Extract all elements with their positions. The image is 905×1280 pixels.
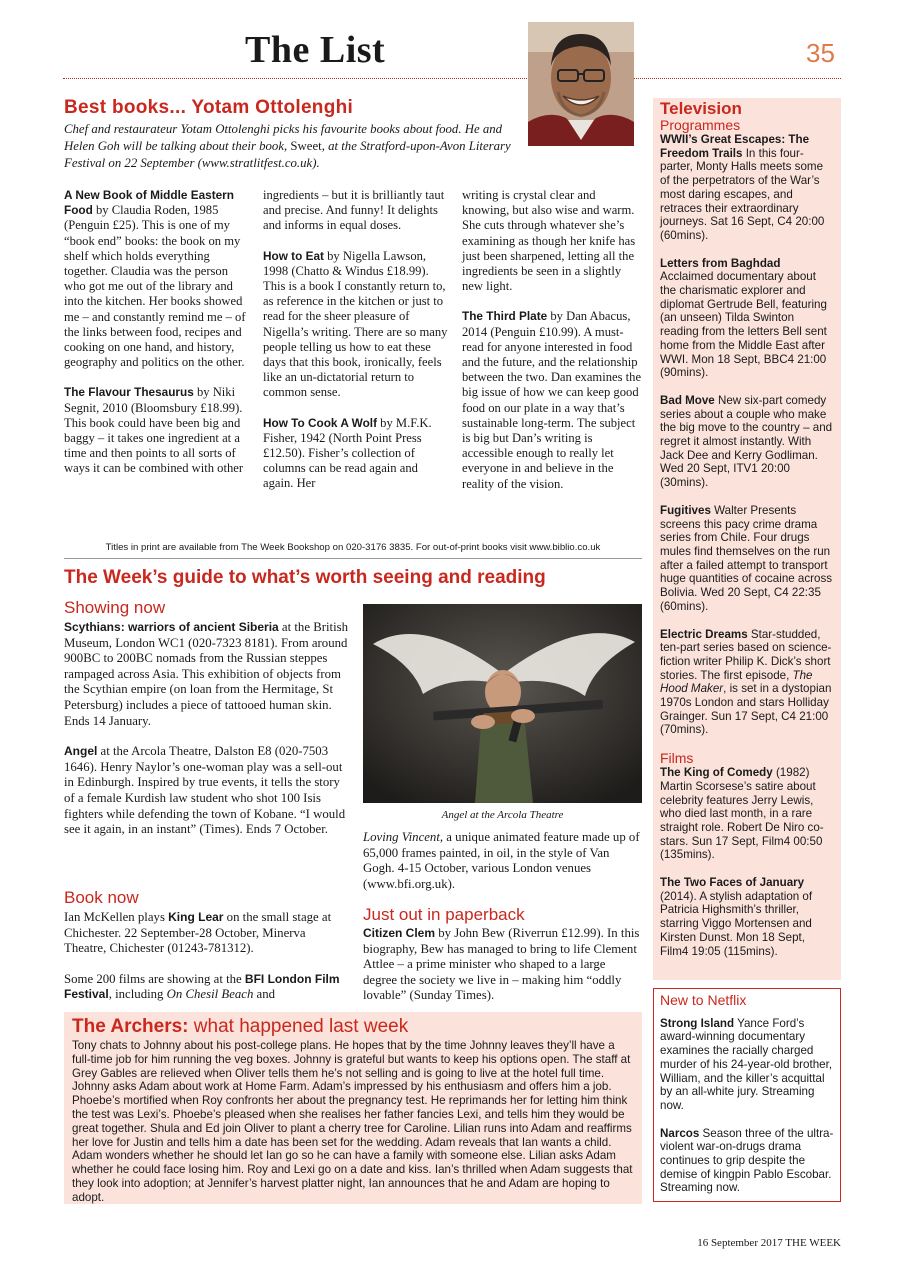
book-entry: How to Eat by Nigella Lawson, 1998 (Chatto & Windus £18.99). This is a book I constantly return to, as reference in the kitchen or just to read for the sheer pleasure of Nigella’s writing. There are so many people telling us how to eat these days that this book, ironically, feels like an un-dictatorial return to common sense. <box>263 248 448 400</box>
angel-photo-illustration <box>363 604 642 803</box>
bookshop-note: Titles in print are available from The Week Bookshop on 020-3176 3835. For out-of-print books visit www.biblio.co.uk <box>105 542 601 553</box>
loving-vincent-listing: Loving Vincent, a unique animated feature made up of 65,000 frames painted, in oil, in the style of Van Gogh. 4-15 October, various London venues (www.bfi.org.uk). <box>363 830 640 891</box>
section-divider <box>64 558 642 559</box>
intro-book-title: Sweet <box>290 139 322 153</box>
footer-date: 16 September 2017 <box>697 1237 783 1249</box>
tv-listing: Letters from Baghdad Acclaimed documentary about the charismatic explorer and diplomat Gertrude Bell, featuring (an unseen) Tilda Swinton reading from the letters Bell sent home from the Middle East after WWI. Mon 18 Sept, BBC4 21:00 (90mins). <box>660 256 827 380</box>
tv-listing: WWII’s Great Escapes: The Freedom Trails In this four-parter, Monty Halls meets some of the perpetrators of the War’s most daring escapes, and retraces their extraordinary journeys. Sat 16 Sept, C4 20:00 (60mins). <box>660 133 825 242</box>
book-entry: How To Cook A Wolf by M.F.K. Fisher, 1942 (North Point Press £12.50). Fisher’s collection of columns can be read again and again. Her <box>263 415 432 491</box>
netflix-heading: New to Netflix <box>660 992 747 1008</box>
television-heading: Television <box>660 99 742 118</box>
best-books-intro: Chef and restaurateur Yotam Ottolenghi picks his favourite books about food. He and Helen Goh will be talking about their book, Sweet, at the Stratford-upon-Avon Literary Festival on 22 September (www.stratlitfest.co.uk). <box>64 122 511 170</box>
tv-listing: Bad Move New six-part comedy series about a couple who make the big move to the country – and regret it almost instantly. With Jack Dee and Kerry Godliman. Wed 20 Sept, ITV1 20:00 (30mins). <box>660 393 833 490</box>
netflix-box <box>653 988 841 1202</box>
angel-theatre-photo <box>363 604 642 803</box>
guide-heading: The Week’s guide to what’s worth seeing and reading <box>64 567 546 588</box>
page-footer <box>655 1237 841 1249</box>
paperback-listing: Citizen Clem by John Bew (Riverrun £12.99). In this biography, Bew has managed to bring to life Clement Attlee – a prime minister who shaped to a large degree the society we live in – making him “oddly lovable” (Sunday Times). <box>363 926 640 1003</box>
films-subheading: Films <box>660 750 694 767</box>
best-books-heading: Best books... Yotam Ottolenghi <box>64 97 354 118</box>
books-column-2 <box>263 188 448 507</box>
tv-listing: Electric Dreams Star-studded, ten-part series based on science-fiction writer Philip K. Dick’s short stories. The first episode, The Hood Maker, is set in a dystopian 1970s London and stars Holliday Grainger. Sun 17 Sept, C4 21:00 (70mins). <box>660 627 832 737</box>
ottolenghi-portrait-photo <box>528 22 634 146</box>
film-listing: The Two Faces of January (2014). A stylish adaptation of Patricia Highsmith’s thriller, starring Viggo Mortensen and Kirsten Dunst. Mon 18 Sept, Film4 19:05 (115mins). <box>660 876 813 958</box>
listing-item: Ian McKellen plays King Lear on the small stage at Chichester. 22 September-28 October, Minerva Theatre, Chichester (01243-781312). <box>64 910 332 956</box>
archers-summary: Tony chats to Johnny about his post-college plans. He hopes that by the time Johnny leaves they’ll have a full-time job for him running the veg boxes. Johnny is grateful but wants to keep his options open. The staff at Grey Gables are relieved when Oliver tells them he’s not selling and is going to live at the hotel full time. Johnny asks Adam about work at Home Farm. Adam’s impressed by his enthusiasm and offers him a job. Phoebe’s mortified when Roy confronts her about the pregnancy test. He reprimands her for letting him think the test was Lexi’s. Phoebe’s pleased when she realises her father fancies Lexi, and tells him they would be great together. Shula and Ed join Oliver to plant a cherry tree for Caroline. Lilian runs into Adam and reaffirms her love for Justin and tells him a date has been set for the wedding. Adam reveals that Ian wants a child. Adam wonders whether he should let Ian go so he can have a family with someone else. Lilian asks Adam whether he could face losing him. Roy and Lexi go on a date and kiss. Ian’s thrilled when Adam suggests that they look into adoption; at Jennifer’s harvest platter night, Ian announces that he and Adam are hoping to adopt. <box>72 1039 633 1204</box>
book-now-list <box>64 910 349 1018</box>
archers-heading: The Archers: what happened last week <box>72 1016 409 1037</box>
book-entry: The Third Plate by Dan Abacus, 2014 (Penguin £10.99). A must-read for anyone interested in food and the future, and the relationship between the two. Dan examines the big issue of how we can keep good food on our plate in a way that’s sustainable long-term. The subject is big but Dan’s writing is accessible enough to really let everyone in and believe in the reality of the vision. <box>462 309 642 491</box>
page-title: The List <box>245 29 386 71</box>
television-sidebar <box>653 98 841 980</box>
book-entry: ingredients – but it is brilliantly taut and precise. And funny! It delights and informs in equal doses. <box>263 188 445 233</box>
portrait-illustration <box>528 22 634 146</box>
programmes-subheading: Programmes <box>660 117 741 133</box>
showing-now-list <box>64 620 349 853</box>
books-column-1 <box>64 188 249 492</box>
top-divider <box>63 78 841 79</box>
film-listing: The King of Comedy (1982) Martin Scorsese’s satire about celebrity features Jerry Lewis, who died last month, in a rare straight role. Robert De Niro co-stars. Sun 17 Sept, Film4 00:50 (135mins). <box>660 766 824 862</box>
listing-item: Angel at the Arcola Theatre, Dalston E8 (020-7503 1646). Henry Naylor’s one-woman play was a sell-out in Edinburgh. Inspired by true events, it tells the story of a female Kurdish law student who shot 100 Isis fighters while defending the town of Kobane. “I would see it again, in an instant” (Times). Ends 7 October. <box>64 744 346 837</box>
showing-now-heading: Showing now <box>64 598 166 617</box>
footer-publication: THE WEEK <box>785 1237 841 1249</box>
book-entry: writing is crystal clear and knowing, but also wise and warm. She cuts through whatever she’s examining as though her knife has just been sharpened, letting all the ingredients be seen in a slightly new light. <box>462 188 636 294</box>
archers-box <box>64 1012 642 1204</box>
page-number: 35 <box>806 38 835 68</box>
book-entry: The Flavour Thesaurus by Niki Segnit, 2010 (Bloomsbury £18.99). This book could have been big and baggy – it takes one ingredient at a time and then points to all sorts of ways it can be combined with other <box>64 385 244 476</box>
paperback-heading: Just out in paperback <box>363 905 525 924</box>
photo-caption: Angel at the Arcola Theatre <box>441 809 564 821</box>
book-now-heading: Book now <box>64 888 139 907</box>
netflix-listing: Strong Island Yance Ford’s award-winning documentary examines the racially charged murder of his 24-year-old brother, William, and the killer’s acquittal by an all-white jury. Streaming now. <box>660 1016 833 1112</box>
listing-item: Scythians: warriors of ancient Siberia at the British Museum, London WC1 (020-7323 8181). From around 900BC to 200BC nomads from the Russian steppes rampaged across Asia. This exhibition of objects from the Scythian empire (on loan from the Hermitage, St Petersburg) includes a piece of tattooed human skin. Ends 14 January. <box>64 620 349 728</box>
book-entry: A New Book of Middle Eastern Food by Claudia Roden, 1985 (Penguin £25). This is one of my “book end” books: the book on my shelf which holds everything together. Claudia was the person who got me out of the library and into the kitchen. Her books showed me – and constantly remind me – of the links between food, recipes and cooking on one hand, and history, geography and politics on the other. <box>64 188 246 370</box>
books-column-3 <box>462 188 642 507</box>
listing-item: Some 200 films are showing at the BFI London Film Festival, including On Chesil Beach and <box>64 971 340 1002</box>
netflix-listing: Narcos Season three of the ultra-violent war-on-drugs drama continues to grip despite the demise of kingpin Pablo Escobar. Streaming now. <box>660 1126 834 1195</box>
tv-listing: Fugitives Walter Presents screens this pacy crime drama series from Chile. Four drugs mules find themselves on the run after a failed attempt to transport huge quantities of cocaine across Bolivia. Wed 20 Sept, C4 22:35 (60mins). <box>660 503 833 613</box>
